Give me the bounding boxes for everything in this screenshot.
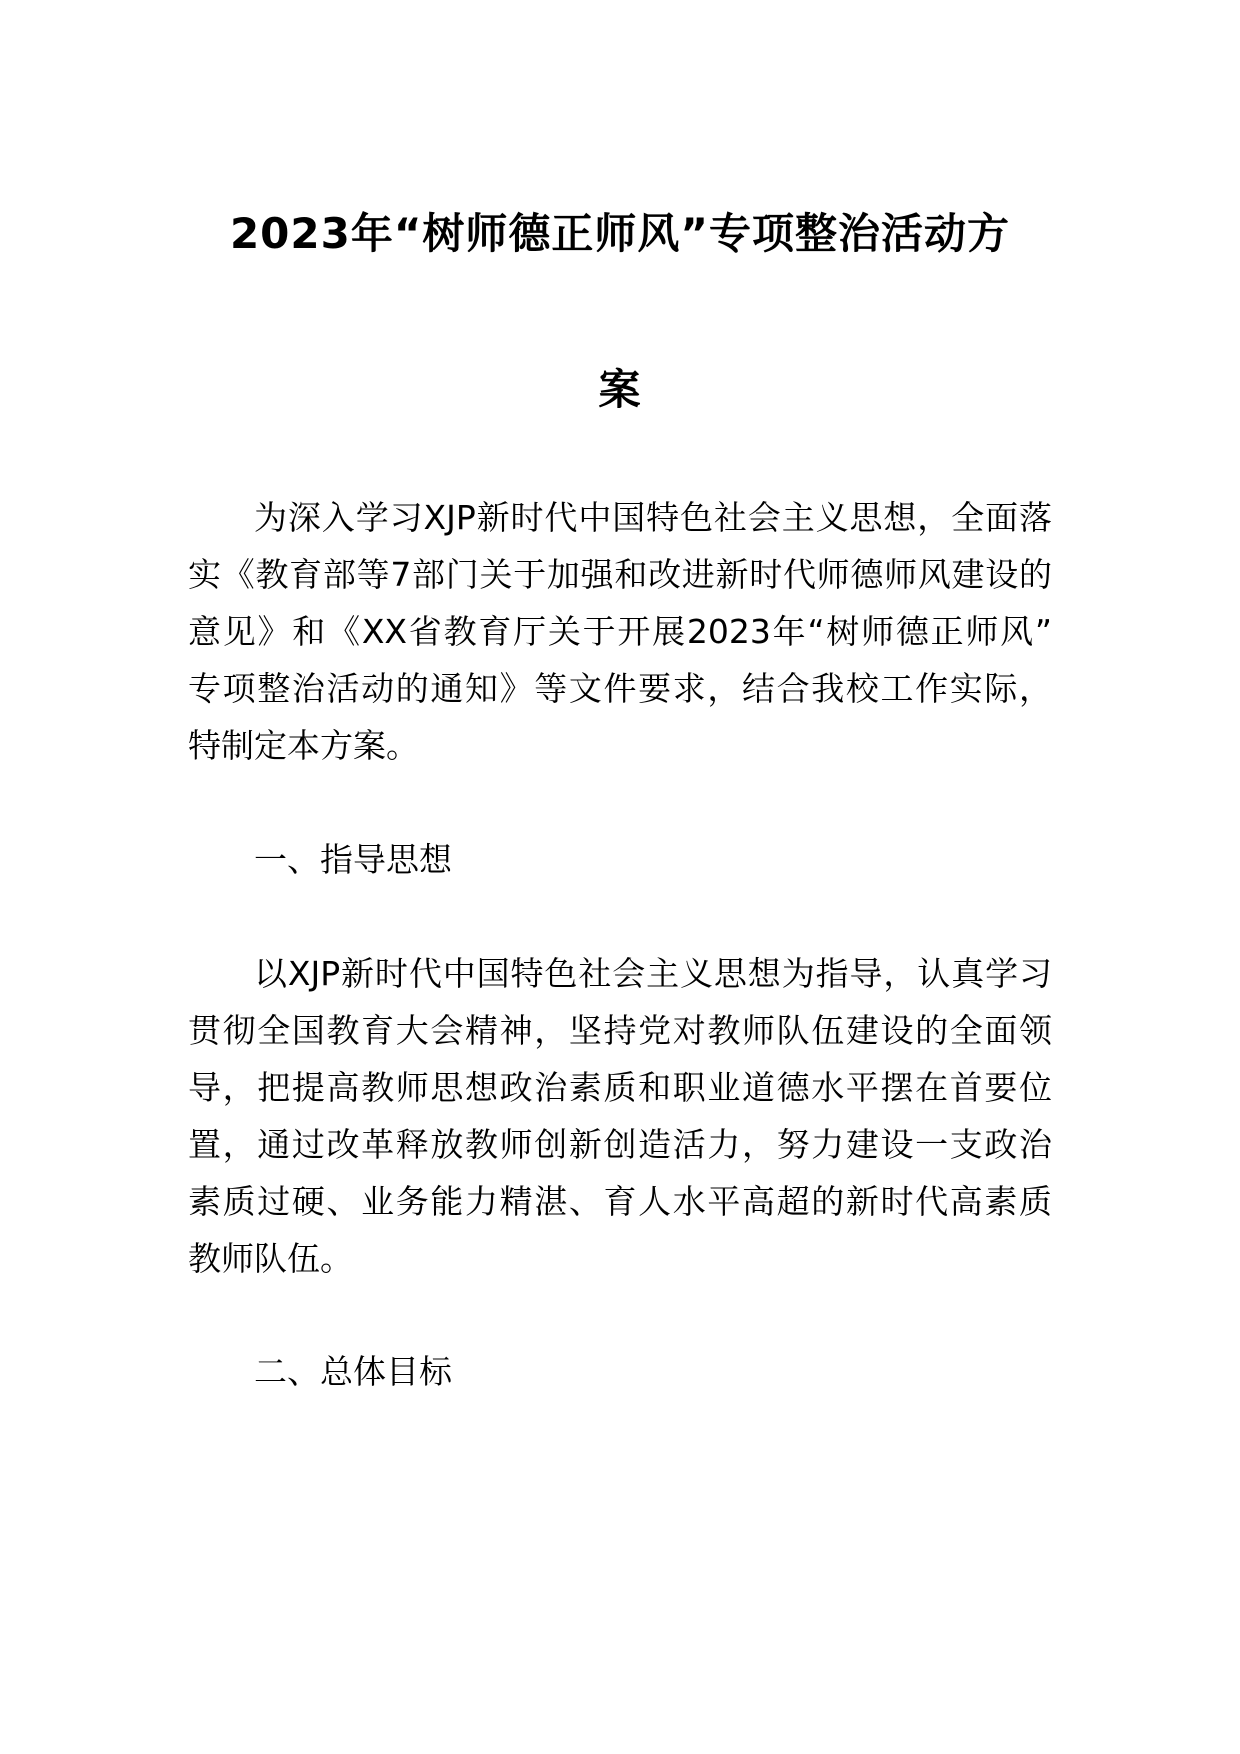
section1-paragraph-line: 贯彻全国教育大会精神，坚持党对教师队伍建设的全面领 <box>188 1011 1052 1050</box>
intro-paragraph-line: 实《教育部等7部门关于加强和改进新时代师德师风建设的 <box>188 555 1052 594</box>
document-title-line-1: 2023年“树师德正师风”专项整治活动方 <box>229 209 1011 258</box>
section-heading-guiding-ideology: 一、指导思想 <box>254 840 452 879</box>
intro-paragraph-line: 特制定本方案。 <box>188 726 419 765</box>
section1-paragraph-line: 教师队伍。 <box>188 1239 353 1278</box>
section1-paragraph-line: 以XJP新时代中国特色社会主义思想为指导，认真学习 <box>254 954 1052 993</box>
section1-paragraph-line: 置，通过改革释放教师创新创造活力，努力建设一支政治 <box>188 1125 1052 1164</box>
intro-paragraph-line: 意见》和《XX省教育厅关于开展2023年“树师德正师风” <box>188 612 1052 651</box>
intro-paragraph-line: 专项整治活动的通知》等文件要求，结合我校工作实际， <box>188 669 1052 708</box>
section-heading-overall-goals: 二、总体目标 <box>254 1352 452 1391</box>
section1-paragraph-line: 素质过硬、业务能力精湛、育人水平高超的新时代高素质 <box>188 1182 1052 1221</box>
intro-paragraph-line: 为深入学习XJP新时代中国特色社会主义思想，全面落 <box>254 498 1052 537</box>
section1-paragraph-line: 导，把提高教师思想政治素质和职业道德水平摆在首要位 <box>188 1068 1052 1107</box>
document-title-line-2: 案 <box>598 365 642 414</box>
